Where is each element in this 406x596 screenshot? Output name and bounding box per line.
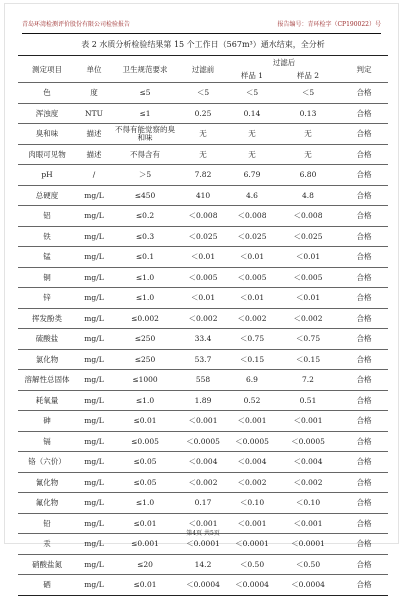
row-verdict: 合格 [340,226,388,247]
table-row [18,575,388,596]
row-item: 氯化物 [18,349,76,370]
row-sample2: ＜0.0001 [276,534,340,555]
row-item: 锌 [18,288,76,309]
row-sample1: ＜0.005 [228,267,276,288]
row-before: ＜5 [178,83,228,104]
row-sample1: ＜0.001 [228,513,276,534]
table-row [18,83,388,104]
row-item: 铬（六价） [18,452,76,473]
col-before-header: 过滤前 [178,56,228,83]
row-before: ＜0.0004 [178,575,228,596]
row-item: 臭和味 [18,124,76,145]
row-before: ＜0.002 [178,472,228,493]
row-limit: ≤5 [112,83,178,104]
row-before: 0.25 [178,103,228,124]
row-before: 410 [178,185,228,206]
row-item: 汞 [18,534,76,555]
row-unit: 描述 [76,124,112,145]
row-sample2: 0.51 [276,390,340,411]
table-row [18,493,388,514]
table-row [18,308,388,329]
row-sample1: 无 [228,124,276,145]
row-item: 锰 [18,247,76,268]
row-verdict: 合格 [340,83,388,104]
row-limit: ≤1.0 [112,493,178,514]
row-verdict: 合格 [340,165,388,186]
water-quality-table [18,55,388,596]
row-limit: ≤0.05 [112,452,178,473]
table-row [18,472,388,493]
col-after-header: 过滤后 [228,56,340,70]
row-unit: 描述 [76,144,112,165]
row-verdict: 合格 [340,472,388,493]
row-item: 氰化物 [18,472,76,493]
row-sample2: ＜0.10 [276,493,340,514]
table-row [18,226,388,247]
table-row [18,390,388,411]
col-sample2-header: 样品 2 [276,69,340,83]
row-before: 无 [178,144,228,165]
table-row [18,349,388,370]
row-limit: ≤0.1 [112,247,178,268]
row-item: 硫酸盐 [18,329,76,350]
report-number: 报告编号：青环检字（CP190022）号 [277,21,381,28]
row-sample1: ＜0.004 [228,452,276,473]
row-sample2: ＜0.0004 [276,575,340,596]
row-sample2: ＜0.008 [276,206,340,227]
table-row [18,329,388,350]
row-limit: ≤0.002 [112,308,178,329]
row-limit: ≤0.01 [112,575,178,596]
table-row [18,267,388,288]
row-item: 镉 [18,431,76,452]
table-row [18,103,388,124]
row-limit: ≤0.001 [112,534,178,555]
row-unit: mg/L [76,288,112,309]
row-limit: ≤0.005 [112,431,178,452]
table-row [18,165,388,186]
row-verdict: 合格 [340,513,388,534]
row-before: ＜0.004 [178,452,228,473]
table-title: 表 2 水质分析检验结果第 15 个工作日（567m³）通水结束，全分析 [81,40,325,49]
row-unit: mg/L [76,534,112,555]
row-sample1: 无 [228,144,276,165]
row-unit: mg/L [76,226,112,247]
table-row [18,370,388,391]
row-before: 1.89 [178,390,228,411]
row-sample1: ＜0.0005 [228,431,276,452]
table-row [18,247,388,268]
row-limit: ≤1.0 [112,267,178,288]
row-sample1: ＜5 [228,83,276,104]
row-sample2: ＜0.004 [276,452,340,473]
row-sample1: 0.14 [228,103,276,124]
row-unit: mg/L [76,472,112,493]
row-unit: / [76,165,112,186]
col-sample1-header: 样品 1 [228,69,276,83]
row-sample2: ＜0.002 [276,308,340,329]
row-sample2: ＜5 [276,83,340,104]
row-sample1: ＜0.10 [228,493,276,514]
row-before: 53.7 [178,349,228,370]
row-sample2: ＜0.50 [276,554,340,575]
table-row [18,124,388,145]
col-item-header: 测定项目 [18,56,76,83]
row-verdict: 合格 [340,124,388,145]
col-unit-header: 单位 [76,56,112,83]
row-verdict: 合格 [340,349,388,370]
row-before: ＜0.025 [178,226,228,247]
row-sample1: 6.79 [228,165,276,186]
row-sample1: ＜0.008 [228,206,276,227]
row-unit: mg/L [76,370,112,391]
row-sample1: 0.52 [228,390,276,411]
row-before: ＜0.0005 [178,431,228,452]
row-unit: mg/L [76,206,112,227]
row-unit: mg/L [76,329,112,350]
row-verdict: 合格 [340,575,388,596]
table-row [18,431,388,452]
row-unit: mg/L [76,185,112,206]
row-unit: mg/L [76,349,112,370]
row-sample2: 0.13 [276,103,340,124]
row-limit: ≤0.01 [112,411,178,432]
row-verdict: 合格 [340,329,388,350]
row-before: 7.82 [178,165,228,186]
row-unit: mg/L [76,390,112,411]
row-unit: mg/L [76,431,112,452]
row-sample2: ＜0.75 [276,329,340,350]
row-before: ＜0.002 [178,308,228,329]
row-item: 硒 [18,575,76,596]
row-verdict: 合格 [340,103,388,124]
row-sample2: ＜0.01 [276,247,340,268]
row-unit: mg/L [76,452,112,473]
row-limit: ≤20 [112,554,178,575]
row-item: 硝酸盐氮 [18,554,76,575]
row-verdict: 合格 [340,267,388,288]
row-before: 14.2 [178,554,228,575]
row-limit: 不得有能觉察的臭和味 [112,124,178,145]
col-limit-header: 卫生规范要求 [112,56,178,83]
row-sample1: ＜0.025 [228,226,276,247]
table-row [18,452,388,473]
row-verdict: 合格 [340,370,388,391]
row-item: 铜 [18,267,76,288]
row-sample2: ＜0.025 [276,226,340,247]
row-verdict: 合格 [340,452,388,473]
row-before: ＜0.0001 [178,534,228,555]
row-sample1: ＜0.0001 [228,534,276,555]
row-unit: mg/L [76,267,112,288]
row-verdict: 合格 [340,390,388,411]
table-row [18,554,388,575]
row-before: ＜0.01 [178,288,228,309]
table-row [18,288,388,309]
row-limit: ≤1 [112,103,178,124]
row-item: 铁 [18,226,76,247]
row-limit: ≤0.05 [112,472,178,493]
row-sample1: 4.6 [228,185,276,206]
row-item: 浑浊度 [18,103,76,124]
row-limit: ≤250 [112,349,178,370]
table-row [18,144,388,165]
row-item: 铅 [18,513,76,534]
table-row [18,411,388,432]
row-verdict: 合格 [340,144,388,165]
row-item: 铝 [18,206,76,227]
col-verdict-header: 判定 [340,56,388,83]
row-before: ＜0.005 [178,267,228,288]
row-item: 氟化物 [18,493,76,514]
row-item: 耗氧量 [18,390,76,411]
page-header [22,19,381,34]
row-sample1: ＜0.01 [228,247,276,268]
row-before: ＜0.008 [178,206,228,227]
row-before: 558 [178,370,228,391]
row-limit: ＞5 [112,165,178,186]
row-limit: 不得含有 [112,144,178,165]
row-unit: mg/L [76,575,112,596]
row-sample2: 无 [276,124,340,145]
row-sample1: ＜0.15 [228,349,276,370]
table-row [18,185,388,206]
row-item: 总硬度 [18,185,76,206]
row-sample2: 7.2 [276,370,340,391]
row-sample1: ＜0.002 [228,308,276,329]
row-unit: NTU [76,103,112,124]
row-sample2: 6.80 [276,165,340,186]
row-limit: ≤1000 [112,370,178,391]
row-verdict: 合格 [340,247,388,268]
row-verdict: 合格 [340,206,388,227]
row-before: ＜0.001 [178,411,228,432]
row-unit: 度 [76,83,112,104]
row-unit: mg/L [76,308,112,329]
row-sample2: ＜0.002 [276,472,340,493]
row-sample2: ＜0.001 [276,513,340,534]
row-sample2: 无 [276,144,340,165]
table-body [18,83,388,596]
row-verdict: 合格 [340,431,388,452]
company-name: 青岛环湾检测评价股份有限公司检验报告 [22,21,131,28]
row-item: pH [18,165,76,186]
row-unit: mg/L [76,554,112,575]
row-sample2: ＜0.01 [276,288,340,309]
row-verdict: 合格 [340,554,388,575]
row-sample2: 4.8 [276,185,340,206]
row-sample1: ＜0.001 [228,411,276,432]
row-sample1: 6.9 [228,370,276,391]
row-sample2: ＜0.0005 [276,431,340,452]
row-sample1: ＜0.0004 [228,575,276,596]
row-limit: ≤250 [112,329,178,350]
row-verdict: 合格 [340,308,388,329]
row-verdict: 合格 [340,288,388,309]
table-header [18,56,388,83]
row-verdict: 合格 [340,411,388,432]
row-item: 挥发酚类 [18,308,76,329]
row-before: ＜0.001 [178,513,228,534]
row-sample2: ＜0.001 [276,411,340,432]
row-verdict: 合格 [340,534,388,555]
row-item: 肉眼可见物 [18,144,76,165]
row-before: 无 [178,124,228,145]
row-before: ＜0.01 [178,247,228,268]
row-limit: ≤0.3 [112,226,178,247]
row-verdict: 合格 [340,185,388,206]
row-sample2: ＜0.005 [276,267,340,288]
row-before: 0.17 [178,493,228,514]
table-row [18,206,388,227]
row-sample1: ＜0.75 [228,329,276,350]
row-item: 砷 [18,411,76,432]
row-unit: mg/L [76,513,112,534]
row-limit: ≤1.0 [112,288,178,309]
row-limit: ≤450 [112,185,178,206]
row-sample1: ＜0.01 [228,288,276,309]
row-item: 色 [18,83,76,104]
row-limit: ≤0.01 [112,513,178,534]
row-unit: mg/L [76,493,112,514]
row-before: 33.4 [178,329,228,350]
row-verdict: 合格 [340,493,388,514]
page-footer: 第4页 共5页 [186,530,220,537]
row-limit: ≤0.2 [112,206,178,227]
row-unit: mg/L [76,247,112,268]
row-unit: mg/L [76,411,112,432]
row-sample2: ＜0.15 [276,349,340,370]
row-sample1: ＜0.50 [228,554,276,575]
row-sample1: ＜0.002 [228,472,276,493]
row-limit: ≤1.0 [112,390,178,411]
row-item: 溶解性总固体 [18,370,76,391]
